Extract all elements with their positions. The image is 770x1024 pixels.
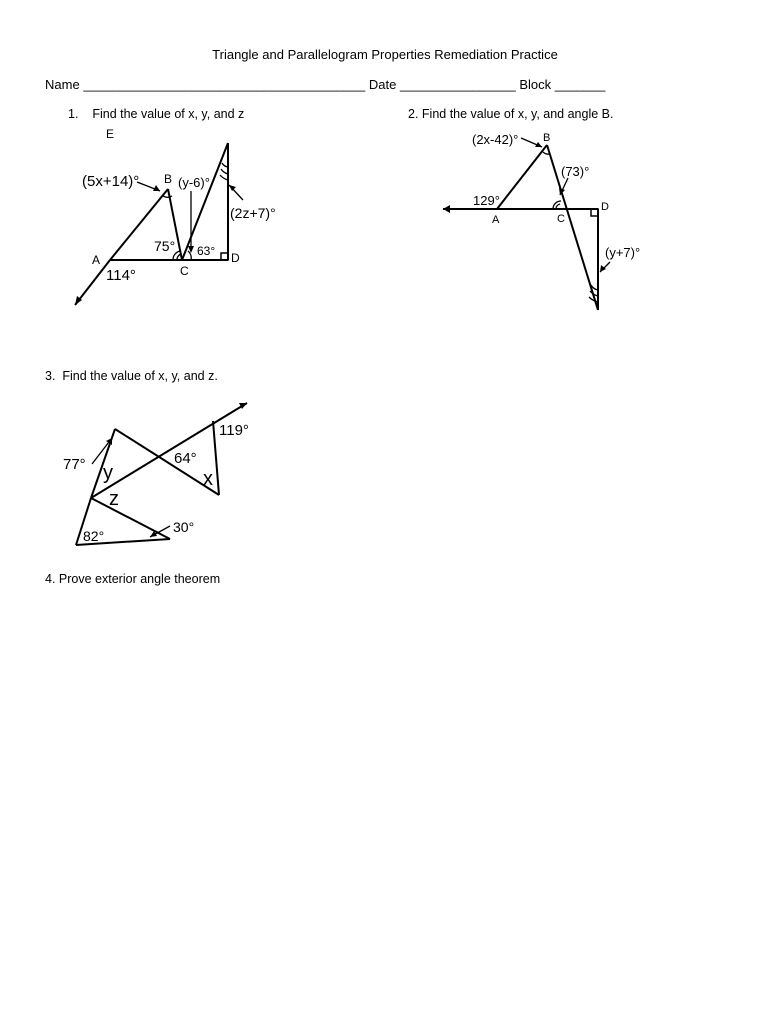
student-info-line: [45, 77, 605, 92]
problem-2-number: 2.: [408, 107, 419, 121]
p1-angle-63: 63°: [197, 244, 216, 258]
problem-2-figure: [435, 125, 655, 320]
problem-3-figure: [50, 395, 265, 555]
problem-1-text: Find the value of x, y, and z: [92, 107, 245, 121]
problem-1-prompt: [68, 107, 244, 121]
p1-label-A: A: [92, 253, 101, 267]
date-blank[interactable]: ________________: [400, 77, 516, 92]
p2-label-C: C: [557, 213, 565, 225]
problem-3-text: Find the value of x, y, and z.: [62, 369, 218, 383]
problem-4-prompt: [45, 572, 220, 586]
worksheet-title: Triangle and Parallelogram Properties Remediation Practice: [212, 47, 558, 62]
p2-angle-129: 129°: [473, 193, 500, 208]
problem-2-text: Find the value of x, y, and angle B.: [421, 107, 614, 121]
problem-1-figure: [60, 125, 300, 320]
problem-3-number: 3.: [45, 369, 56, 383]
block-blank[interactable]: _______: [554, 77, 606, 92]
p3-angle-119: 119°: [219, 422, 249, 439]
p1-label-C: C: [180, 264, 189, 278]
problem-2-prompt: [408, 107, 613, 121]
problem-3-prompt: [45, 369, 218, 383]
date-label: Date: [368, 77, 397, 92]
p2-label-A: A: [492, 214, 500, 226]
block-label: Block: [519, 77, 552, 92]
p1-angle-75: 75°: [154, 238, 176, 254]
p2-angle-y: (y+7)°: [605, 245, 641, 260]
p3-angle-77: 77°: [63, 456, 86, 473]
p3-angle-82: 82°: [83, 528, 105, 544]
p3-label-y: y: [103, 462, 113, 484]
p2-label-B: B: [543, 132, 551, 144]
problem-1-number: 1.: [68, 107, 79, 121]
p3-angle-30: 30°: [173, 519, 195, 535]
name-blank[interactable]: _______________________________________: [83, 77, 366, 92]
p1-label-B: B: [164, 172, 173, 186]
p1-angle-z: (2z+7)°: [230, 205, 276, 221]
p1-angle-y: (y-6)°: [178, 175, 210, 190]
p2-angle-73: (73)°: [561, 164, 590, 179]
p1-angle-b: (5x+14)°: [82, 173, 140, 190]
p3-label-x: x: [203, 468, 213, 490]
problem-4-number: 4.: [45, 572, 56, 586]
p1-label-E: E: [106, 127, 115, 141]
name-label: Name: [45, 77, 80, 92]
p3-label-z: z: [109, 488, 119, 510]
p1-angle-114: 114°: [106, 267, 136, 284]
p3-angle-64: 64°: [174, 450, 197, 467]
problem-4-text: Prove exterior angle theorem: [58, 572, 221, 586]
p2-label-D: D: [601, 201, 609, 213]
p1-label-D: D: [231, 251, 240, 265]
p2-angle-b: (2x-42)°: [472, 132, 519, 147]
